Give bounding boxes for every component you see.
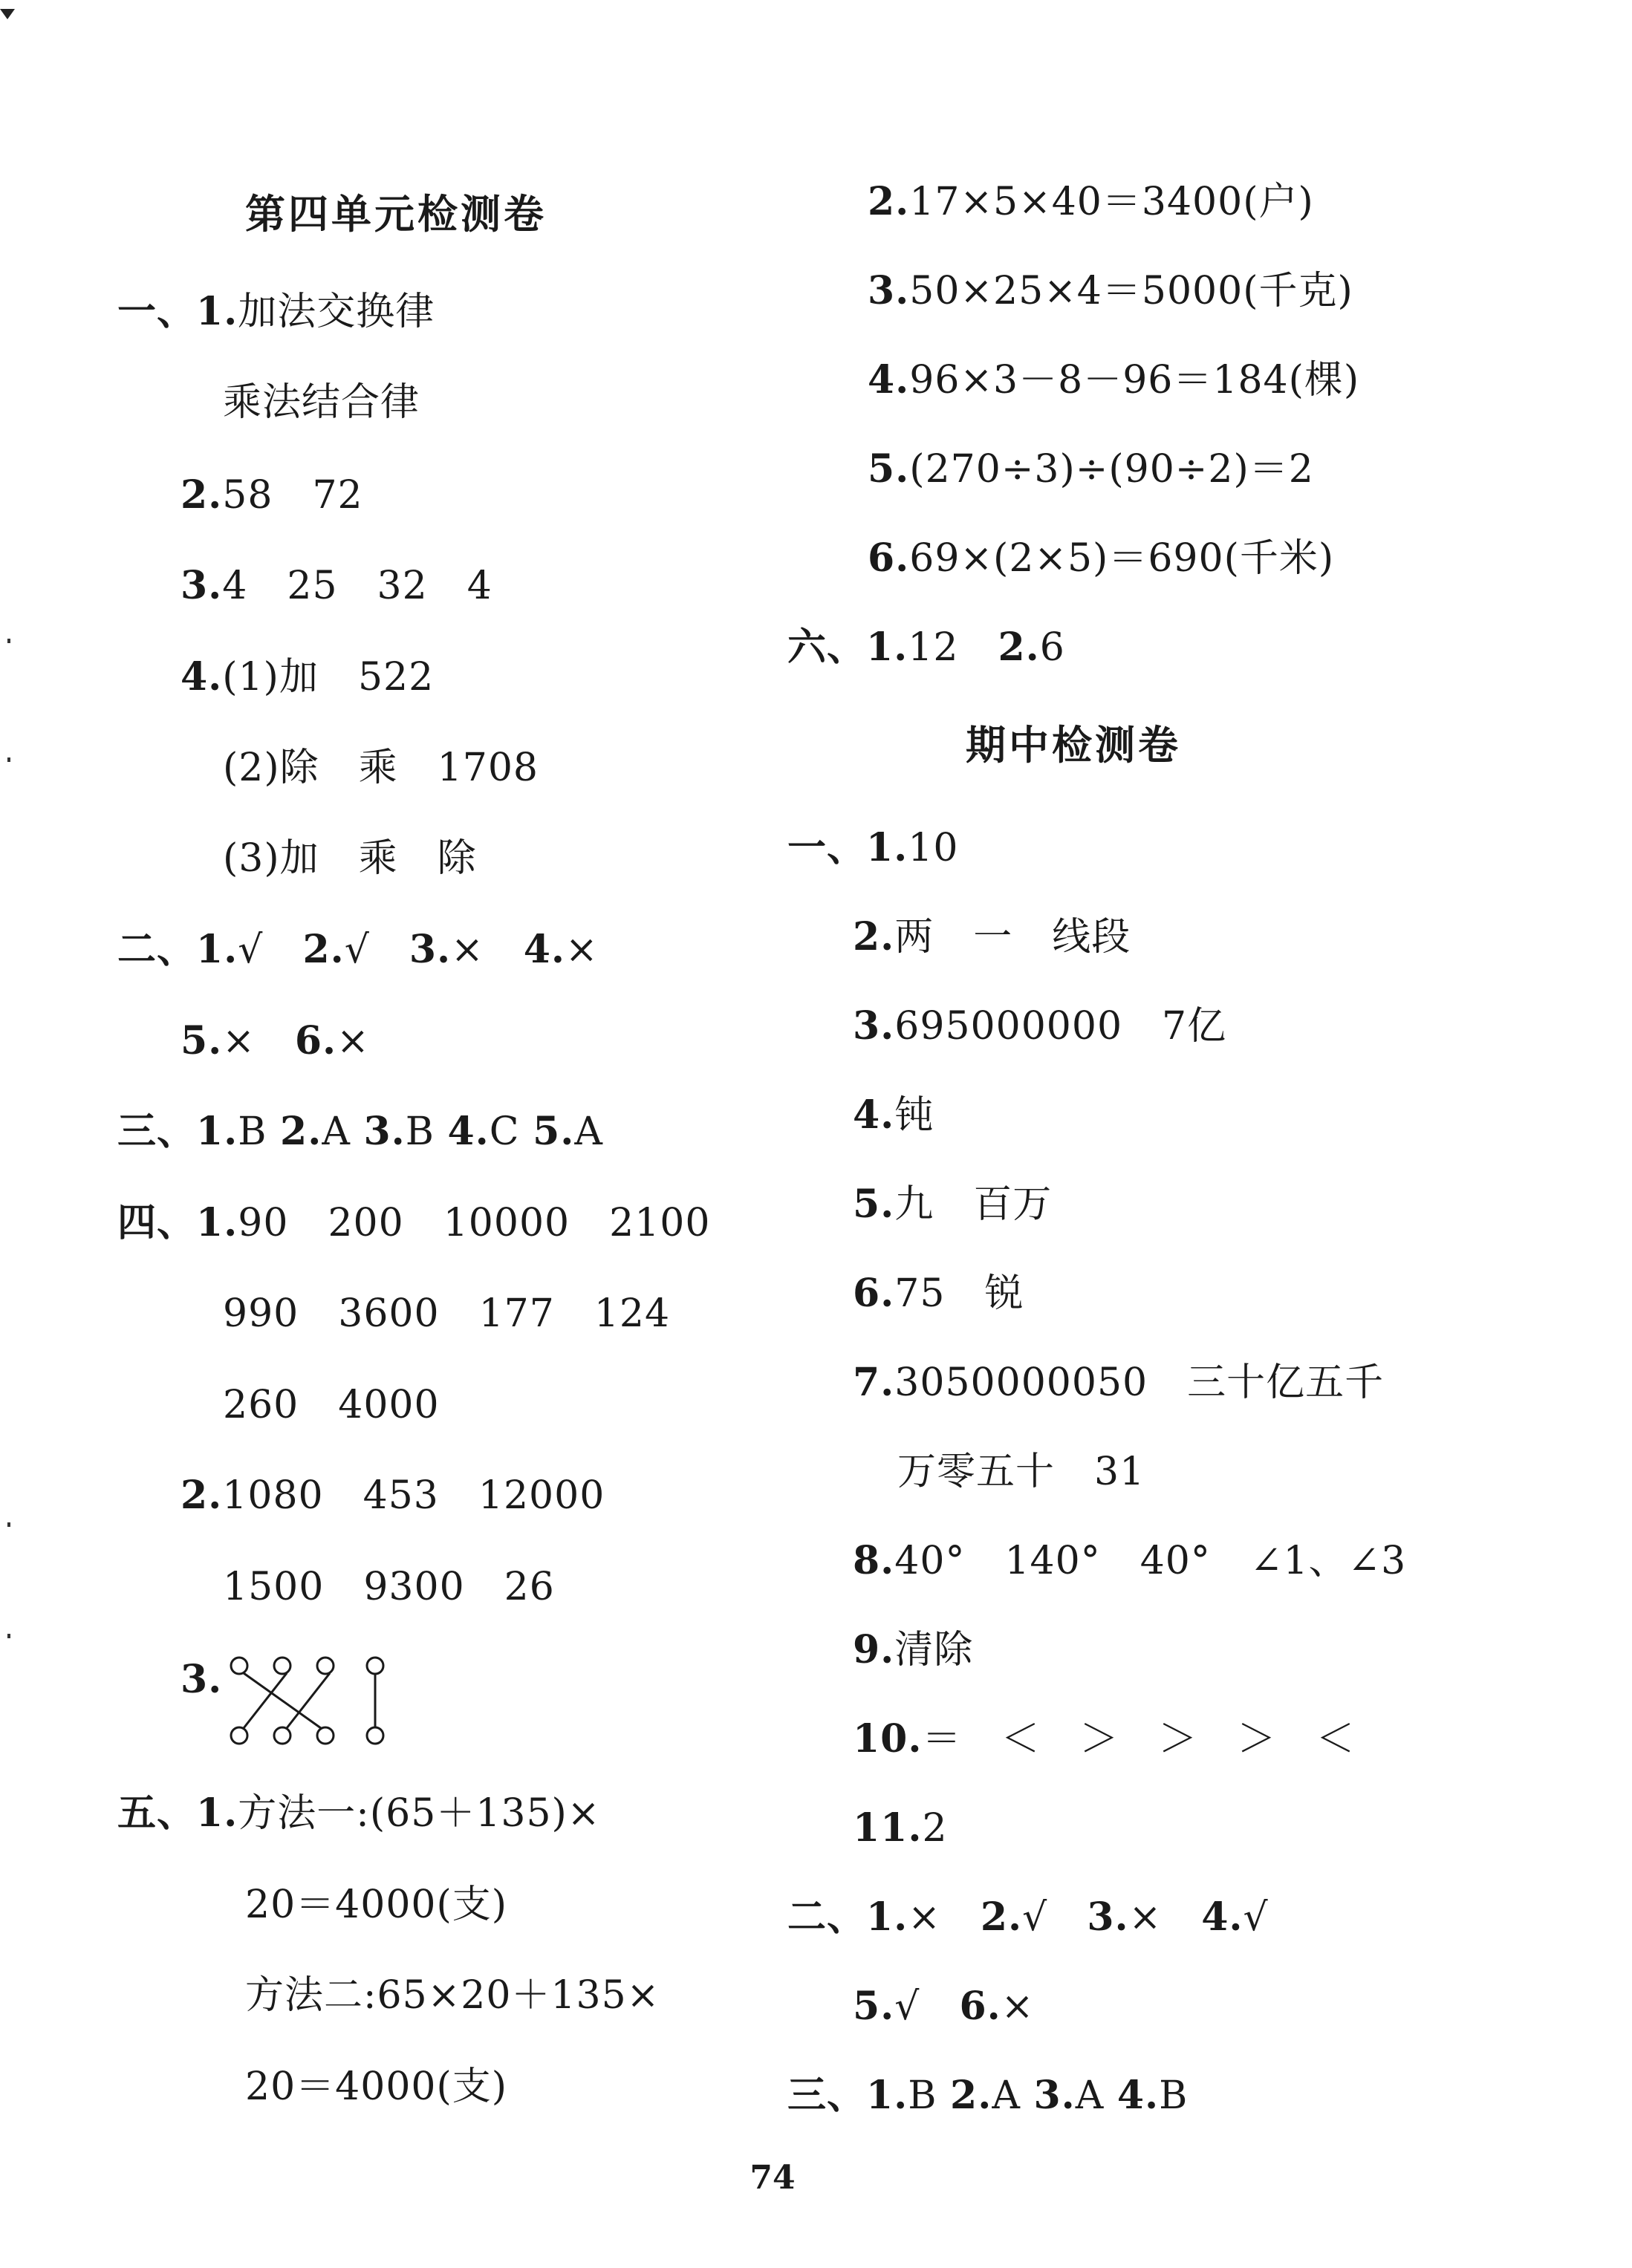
answer-line: 一、1.加法交换律 bbox=[117, 289, 435, 334]
answer-line: 260 4000 bbox=[223, 1383, 440, 1427]
answer-line: 11.2 bbox=[853, 1805, 948, 1851]
match-line bbox=[244, 1673, 287, 1728]
answer-line: 4.(1)加 522 bbox=[181, 654, 435, 700]
margin-mark bbox=[7, 639, 10, 643]
answer-line: 7.3050000050 三十亿五千 bbox=[853, 1360, 1385, 1405]
top-circle bbox=[274, 1658, 290, 1674]
answer-line: (3)加 乘 除 bbox=[223, 836, 477, 881]
answer-line: 6.75 锐 bbox=[853, 1271, 1024, 1316]
answer-line: 2.1080 453 12000 bbox=[181, 1473, 605, 1518]
answer-line: 20＝4000(支) bbox=[245, 1883, 508, 1927]
answer-line: 三、1.B 2.A 3.B 4.C 5.A bbox=[117, 1109, 603, 1154]
answer-line: 六、1.12 2.6 bbox=[787, 625, 1065, 670]
answer-line: 2.17×5×40＝3400(户) bbox=[868, 179, 1314, 224]
bottom-circle bbox=[274, 1727, 290, 1744]
top-circle bbox=[317, 1658, 334, 1674]
answer-line: 3.50×25×4＝5000(千克) bbox=[868, 268, 1353, 313]
bottom-circle bbox=[317, 1727, 334, 1744]
answer-line: 4.96×3－8－96＝184(棵) bbox=[868, 357, 1360, 403]
answer-line: 2.两 一 线段 bbox=[853, 914, 1131, 959]
answer-line: (2)除 乘 1708 bbox=[223, 746, 539, 790]
answer-line: 10.＝ ＜ ＞ ＞ ＞ ＜ bbox=[853, 1716, 1356, 1762]
answer-line: 8.40° 140° 40° ∠1、∠3 bbox=[853, 1538, 1407, 1583]
section-title-unit4: 第四单元检测卷 bbox=[245, 190, 547, 238]
page-number: 74 bbox=[750, 2159, 796, 2197]
answer-line: 5.× 6.× bbox=[181, 1018, 370, 1063]
corner-mark bbox=[0, 9, 15, 19]
answer-line: 4.钝 bbox=[853, 1092, 934, 1138]
margin-mark bbox=[7, 1522, 10, 1527]
bottom-circle bbox=[367, 1727, 383, 1744]
answer-line: 2.58 72 bbox=[181, 472, 363, 518]
answer-line: 5.(270÷3)÷(90÷2)＝2 bbox=[868, 446, 1314, 492]
answer-line: 3. bbox=[181, 1657, 223, 1702]
answer-line: 6.69×(2×5)＝690(千米) bbox=[868, 535, 1335, 581]
answer-line: 乘法结合律 bbox=[223, 380, 420, 425]
answer-line: 1500 9300 26 bbox=[223, 1565, 555, 1609]
answer-line: 3.4 25 32 4 bbox=[181, 563, 492, 608]
answer-line: 一、1.10 bbox=[787, 825, 959, 870]
answer-line: 万零五十 31 bbox=[897, 1450, 1145, 1494]
answer-line: 二、1.× 2.√ 3.× 4.√ bbox=[787, 1894, 1269, 1940]
top-circle bbox=[367, 1658, 383, 1674]
matching-diagram bbox=[223, 1652, 401, 1753]
answer-line: 三、1.B 2.A 3.A 4.B bbox=[787, 2073, 1189, 2118]
bottom-circle bbox=[231, 1727, 247, 1744]
answer-line: 5.√ 6.× bbox=[853, 1984, 1035, 2029]
answer-line: 二、1.√ 2.√ 3.× 4.× bbox=[117, 927, 599, 972]
section-title-midterm: 期中检测卷 bbox=[966, 721, 1181, 769]
answer-line: 3.695000000 7亿 bbox=[853, 1003, 1227, 1049]
answer-line: 四、1.90 200 10000 2100 bbox=[117, 1200, 711, 1245]
answer-line: 五、1.方法一:(65＋135)× bbox=[117, 1790, 601, 1836]
answer-line: 9.清除 bbox=[853, 1627, 974, 1672]
answer-line: 990 3600 177 124 bbox=[223, 1291, 671, 1336]
answer-line: 方法二:65×20＋135× bbox=[245, 1973, 660, 2018]
top-circle bbox=[231, 1658, 247, 1674]
answer-line: 5.九 百万 bbox=[853, 1182, 1053, 1227]
answer-line: 20＝4000(支) bbox=[245, 2065, 508, 2109]
margin-mark bbox=[7, 757, 10, 762]
margin-mark bbox=[7, 1634, 10, 1638]
